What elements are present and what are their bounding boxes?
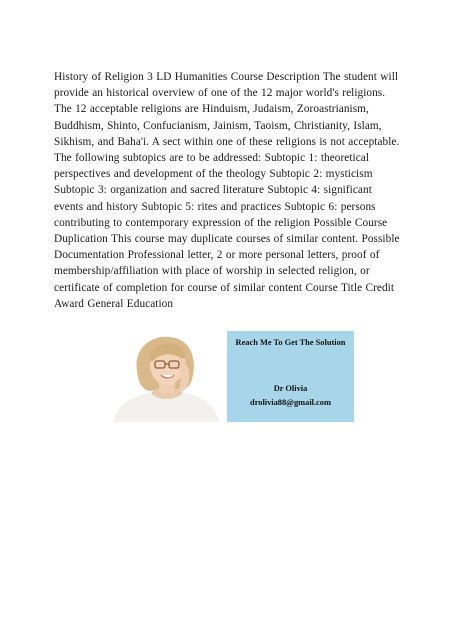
contact-info-panel [227,331,354,422]
contact-headline: Reach Me To Get The Solution [235,338,346,347]
woman-with-glasses-photo [99,331,227,422]
contact-name: Dr Olivia [273,384,308,393]
contact-ad-banner[interactable] [99,331,354,422]
course-description-text: History of Religion 3 LD Humanities Course Description The student will provide an historical overview of one of the 12 major world's religions. The 12 acceptable religions are Hinduism, Judaism, Zoroastrianism, Buddhism, Shinto, Confucianism, Jainism, Taoism, Christianity, Islam, Sikhism, and Baha'i. A sect within one of these religions is not acceptable. The following subtopics are to be addressed: Subtopic 1: theoretical perspectives and development of the theology Subtopic 2: mysticism Subtopic 3: organization and sacred literature Subtopic 4: significant events and history Subtopic 5: rites and practices Subtopic 6: persons contributing to contemporary expression of the religion Possible Course Duplication This course may duplicate courses of similar content. Possible Documentation Professional letter, 2 or more personal letters, proof of membership/affiliation with place of worship in selected religion, or certificate of completion for course of similar content Course Title Credit Award General Education [54,71,400,310]
contact-email[interactable]: drolivia88@gmail.com [250,398,331,407]
